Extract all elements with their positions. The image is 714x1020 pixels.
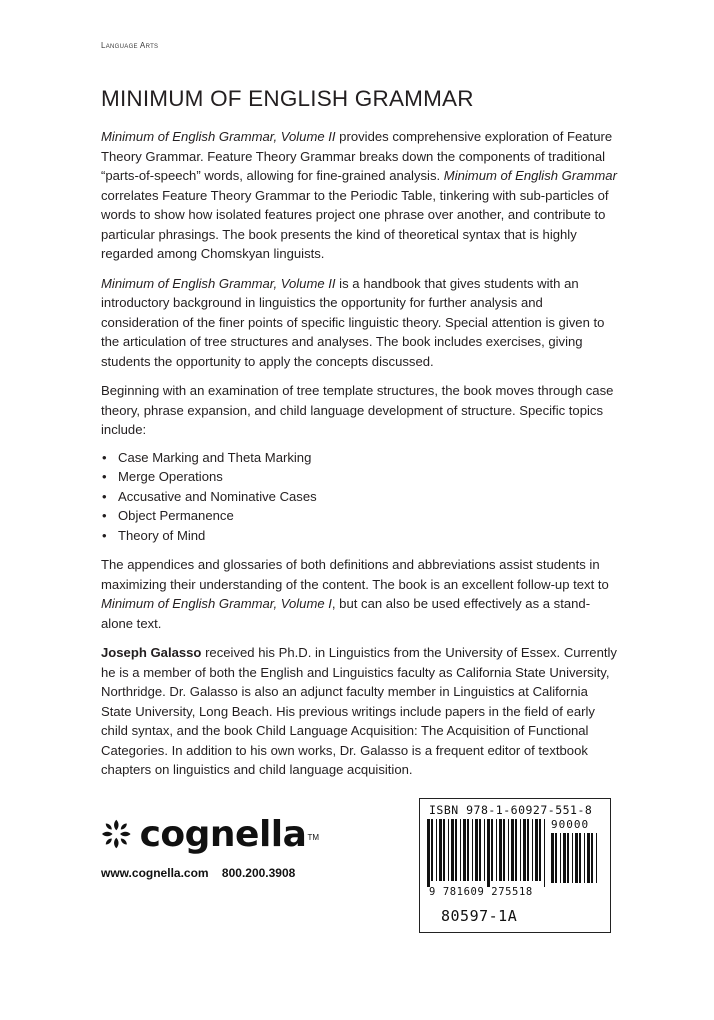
list-item: • Merge Operations <box>101 467 621 487</box>
paragraph-text: correlates Feature Theory Grammar to the Periodic Table, tinkering with sub-particles of words to show how isolated features project one phrase over another, and contribute to particular phrasings. The book presents the kind of theoretical syntax that is highly regarded among Chomskyan linguists. <box>101 187 609 261</box>
paragraph-text: provides comprehensive exploration of Feature Theory Grammar. Feature Theory Grammar breaks down the components of traditional “parts-of-speech” words, allowing for fine-grained analysis. <box>101 129 613 183</box>
barcode-bar <box>520 819 521 881</box>
barcode-bar <box>463 819 466 881</box>
paragraph-text: The appendices and glossaries of both definitions and abbreviations assist students in maximizing their understanding of the content. The book is an excellent follow-up text to <box>101 557 609 592</box>
author-bio <box>101 643 621 780</box>
barcode-bar <box>484 819 485 881</box>
barcode-bar <box>479 819 481 881</box>
barcode-bar <box>508 819 509 881</box>
cognella-mark-icon <box>99 811 134 857</box>
barcode-bar <box>523 819 526 881</box>
barcode-bar <box>560 833 561 883</box>
barcode-digits: 9 781609 275518 <box>429 886 533 898</box>
barcode-bar <box>575 833 578 883</box>
book-title: Minimum of English Grammar, Volume I <box>101 596 332 611</box>
barcode-bar <box>472 819 473 881</box>
barcode-bar <box>563 833 566 883</box>
isbn-barcode <box>419 798 611 933</box>
barcode-bar <box>596 833 597 883</box>
barcode-bar <box>467 819 469 881</box>
paragraph-text: , but can also be used effectively as a stand-alone text. <box>101 596 591 631</box>
barcode-bar <box>527 819 529 881</box>
barcode-bar <box>532 819 533 881</box>
ean-barcode <box>427 819 547 887</box>
barcode-bar <box>587 833 590 883</box>
website-link[interactable]: www.cognella.com <box>101 866 209 880</box>
publisher-contact <box>101 866 295 880</box>
barcode-bar <box>555 833 557 883</box>
barcode-bar <box>572 833 573 883</box>
bio-text: received his Ph.D. in Linguistics from the University of Essex. Currently he is a member of both the English and Linguistics faculty as California State University, Northridge. Dr. Galasso is also an adjunct faculty member in Linguistics at California State University, Long Beach. His previous writings include papers in the field of early child syntax, and the book Child Language Acquisition: The Acquisition of Functional Categories. In addition to his own works, Dr. Galasso is a frequent editor of textbook chapters on linguistics and child language acquisition. <box>101 645 617 777</box>
list-item: • Case Marking and Theta Marking <box>101 448 621 468</box>
barcode-bar <box>455 819 457 881</box>
barcode-bar <box>491 819 493 881</box>
list-item: • Theory of Mind <box>101 526 621 546</box>
barcode-bar <box>448 819 449 881</box>
list-item: • Accusative and Nominative Cases <box>101 487 621 507</box>
barcode-bar <box>584 833 585 883</box>
publisher-logo <box>99 806 319 862</box>
barcode-bar <box>515 819 517 881</box>
publisher-name: cognella <box>139 813 307 855</box>
barcode-bar <box>431 819 433 881</box>
barcode-bar <box>503 819 505 881</box>
paragraph-4 <box>101 555 621 633</box>
barcode-bar <box>535 819 538 881</box>
barcode-bar <box>539 819 541 881</box>
barcode-bar <box>443 819 445 881</box>
book-title: Minimum of English Grammar <box>443 168 617 183</box>
barcode-bar <box>487 819 490 887</box>
barcode-bar <box>499 819 502 881</box>
addon-barcode <box>551 833 601 883</box>
paragraph-text: is a handbook that gives students with an introductory background in linguistics the opportunity for further analysis and consideration of the finer points of specific linguistic theory. Special attention is given to the articulation of tree structures and analyses. The book includes exercises, giving students the opportunity to apply the concepts discussed. <box>101 275 605 369</box>
description <box>101 127 621 790</box>
author-name: Joseph Galasso <box>101 645 202 660</box>
barcode-bar <box>451 819 454 881</box>
barcode-bar <box>511 819 514 881</box>
product-code: 80597-1A <box>441 907 518 925</box>
isbn-text: ISBN 978-1-60927-551-8 <box>429 803 593 817</box>
phone-number: 800.200.3908 <box>221 866 296 880</box>
paragraph-3: Beginning with an examination of tree template structures, the book moves through case theory, phrase expansion, and child language development of structure. Specific topics include: <box>101 383 614 437</box>
barcode-bar <box>544 819 545 887</box>
book-title: Minimum of English Grammar, Volume II <box>101 275 336 291</box>
book-title: Minimum of English Grammar, Volume II <box>101 129 336 144</box>
barcode-bar <box>551 833 554 883</box>
barcode-bar <box>579 833 581 883</box>
barcode-bar <box>567 833 569 883</box>
list-item: • Object Permanence <box>101 506 621 526</box>
barcode-bar <box>591 833 593 883</box>
barcode-bar <box>439 819 442 881</box>
barcode-bar <box>460 819 461 881</box>
barcode-bar <box>436 819 437 881</box>
topics-list <box>101 448 621 546</box>
barcode-bar <box>496 819 497 881</box>
paragraph-2 <box>101 274 621 372</box>
category-label: Language Arts <box>101 41 159 50</box>
barcode-bar <box>475 819 478 881</box>
price-code: 90000 <box>551 818 590 831</box>
page-title: MINIMUM OF ENGLISH GRAMMAR <box>101 86 474 111</box>
barcode-bar <box>427 819 430 887</box>
paragraph-1 <box>101 127 621 264</box>
trademark: TM <box>307 832 319 842</box>
